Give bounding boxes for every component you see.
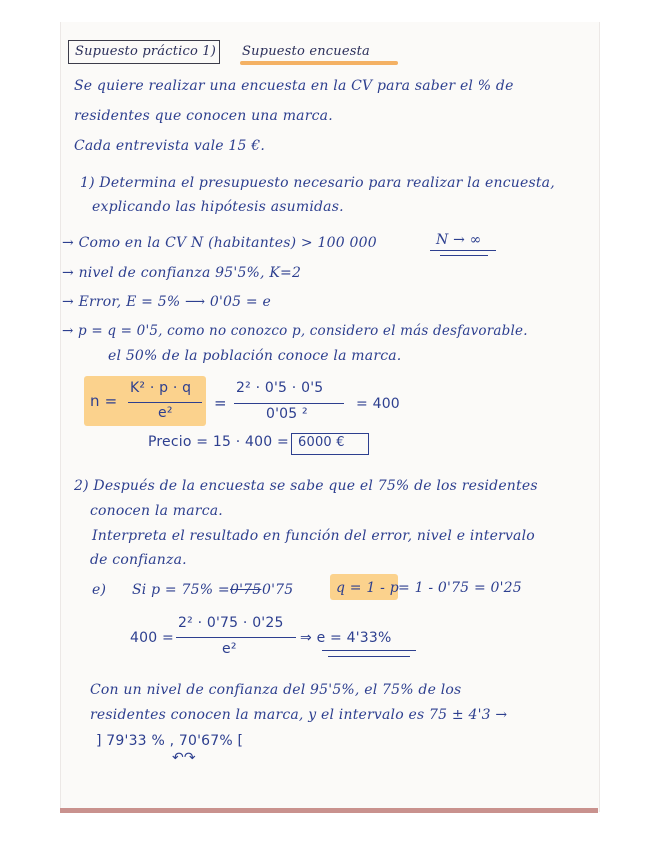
page-bottom-edge bbox=[60, 808, 598, 813]
q1-bullet-1: → Como en la CV N (habitantes) > 100 000 bbox=[62, 235, 377, 251]
q2-line-4: de confianza. bbox=[90, 552, 187, 568]
f2-left: 400 = bbox=[130, 630, 174, 646]
subtitle-underline bbox=[240, 61, 398, 65]
formula-result: = 400 bbox=[356, 396, 400, 412]
precio-result: 6000 € bbox=[298, 435, 345, 450]
formula-numerator-values: 2² · 0'5 · 0'5 bbox=[236, 380, 324, 396]
q1-bullet-4b: el 50% de la población conoce la marca. bbox=[108, 348, 402, 364]
n-infinity-underline-2 bbox=[440, 255, 488, 256]
formula-n-label: n = bbox=[90, 392, 118, 410]
f2-result: ⇒ e = 4'33% bbox=[300, 630, 392, 646]
f2-result-underline bbox=[322, 650, 416, 651]
q2-p-text: Si p = 75% = bbox=[132, 582, 230, 598]
precio-label: Precio = 15 · 400 = bbox=[148, 434, 289, 450]
formula-fraction-line bbox=[128, 402, 202, 403]
conclusion-line-1: Con un nivel de confianza del 95'5%, el 75% de los bbox=[90, 682, 462, 698]
q2-line-1: 2) Después de la encuesta se sabe que el 75% de los residentes bbox=[74, 478, 538, 494]
q1-bullet-3: → Error, E = 5% ⟶ 0'05 = e bbox=[62, 294, 271, 310]
formula-values-fraction-line bbox=[234, 403, 344, 404]
intro-line-1: Se quiere realizar una encuesta en la CV para saber el % de bbox=[74, 78, 514, 94]
n-infinity-underline bbox=[430, 250, 496, 251]
q1-line-1: 1) Determina el presupuesto necesario para realizar la encuesta, bbox=[80, 175, 555, 191]
formula-equals: = bbox=[214, 394, 227, 412]
q2-q-text: q = 1 - p bbox=[336, 580, 399, 596]
formula-numerator: K² · p · q bbox=[130, 380, 192, 396]
conclusion-line-2: residentes conocen la marca, y el intervalo es 75 ± 4'3 → bbox=[90, 707, 508, 723]
q2-p-struck: 0'75 bbox=[230, 582, 262, 598]
formula-denominator-values: 0'05 ² bbox=[266, 406, 308, 422]
f2-result-underline-2 bbox=[328, 656, 410, 657]
page-subtitle: Supuesto encuesta bbox=[242, 44, 370, 59]
q1-n-infinity: N → ∞ bbox=[436, 232, 482, 248]
formula-denominator: e² bbox=[158, 405, 173, 421]
intro-line-3: Cada entrevista vale 15 €. bbox=[74, 138, 266, 154]
q2-line-2: conocen la marca. bbox=[90, 503, 223, 519]
q1-bullet-2: → nivel de confianza 95'5%, K=2 bbox=[62, 265, 302, 281]
f2-numerator: 2² · 0'75 · 0'25 bbox=[178, 615, 284, 631]
intro-line-2: residentes que conocen una marca. bbox=[74, 108, 333, 124]
q2-e-label: e) bbox=[92, 582, 107, 598]
q1-line-2: explicando las hipótesis asumidas. bbox=[92, 199, 344, 215]
page-title: Supuesto práctico 1) bbox=[75, 44, 217, 59]
q1-bullet-4a: → p = q = 0'5, como no conozco p, considero el más desfavorable. bbox=[62, 323, 528, 339]
q2-line-3: Interpreta el resultado en función del error, nivel e intervalo bbox=[92, 528, 535, 544]
swap-arrow-icon: ↶↷ bbox=[172, 750, 196, 766]
q2-q-after: = 1 - 0'75 = 0'25 bbox=[398, 580, 522, 596]
f2-fraction-line bbox=[176, 637, 296, 638]
q2-p-after: 0'75 bbox=[262, 582, 294, 598]
f2-denominator: e² bbox=[222, 641, 237, 657]
conclusion-interval: ] 79'33 % , 70'67% [ bbox=[96, 733, 244, 749]
